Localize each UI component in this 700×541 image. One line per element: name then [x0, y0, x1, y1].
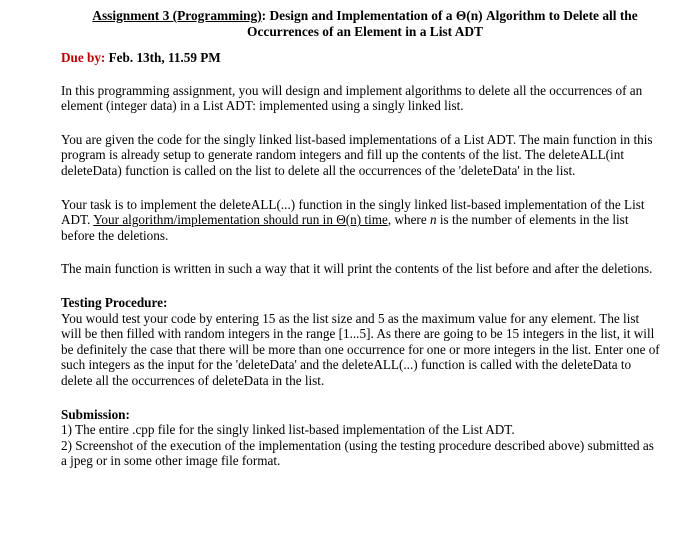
task-n-variable: n	[429, 212, 437, 228]
testing-body: You would test your code by entering 15 as the list size and 5 as the maximum value for any element. The list will be then filled with random integers in the range [1...5]. As there are going to be 15 integers in the list, it will be definitely the case that there will be more than one occurrence for one or more integers in the list. Enter one of such integers as the input for the 'deleteData' and the deleteALL(...) function is called with the deleteData to delete all the occurrences of deleteData in the list.	[61, 310, 660, 388]
submission-heading: Submission:	[61, 406, 130, 422]
assignment-document	[61, 8, 661, 469]
due-date	[61, 50, 661, 66]
title-rest-line1: : Design and Implementation of a Θ(n) Algorithm to Delete all the	[261, 8, 638, 23]
main-function-paragraph: The main function is written in such a way that it will print the contents of the list before and after the deletions.	[61, 261, 653, 277]
testing-section	[61, 295, 661, 389]
title-prefix: Assignment 3 (Programming)	[92, 8, 262, 23]
title-line2: Occurrences of an Element in a List ADT	[247, 24, 483, 39]
task-text-after: is the number of elements in the list before the deletions.	[61, 212, 629, 243]
submission-section	[61, 407, 661, 469]
document-title	[58, 8, 672, 40]
due-value: Feb. 13th, 11.59 PM	[105, 50, 221, 65]
task-paragraph	[61, 197, 661, 244]
task-text-before: Your task is to implement the deleteALL(...) function in the singly linked list-based implementation of the List ADT.	[61, 196, 645, 228]
submission-item-1: 1) The entire .cpp file for the singly linked list-based implementation of the List ADT.	[61, 422, 515, 438]
given-code-paragraph: You are given the code for the singly linked list-based implementations of a List ADT. The main function in this program is already setup to generate random integers and fill up the contents of the list. The deleteALL(int deleteData) function is called on the list to delete all the occurrences of the 'deleteData' in the list.	[61, 131, 653, 178]
due-label: Due by:	[61, 50, 106, 65]
task-complexity-requirement: Your algorithm/implementation should run in Θ(n) time	[93, 212, 388, 228]
task-text-mid: , where	[387, 212, 430, 228]
submission-item-2: 2) Screenshot of the execution of the implementation (using the testing procedure described above) submitted as a jpeg or in some other image file format.	[61, 437, 654, 469]
intro-paragraph: In this programming assignment, you will design and implement algorithms to delete all the occurrences of an element (integer data) in a List ADT: implemented using a singly linked list.	[61, 82, 643, 114]
testing-heading: Testing Procedure:	[61, 294, 168, 310]
